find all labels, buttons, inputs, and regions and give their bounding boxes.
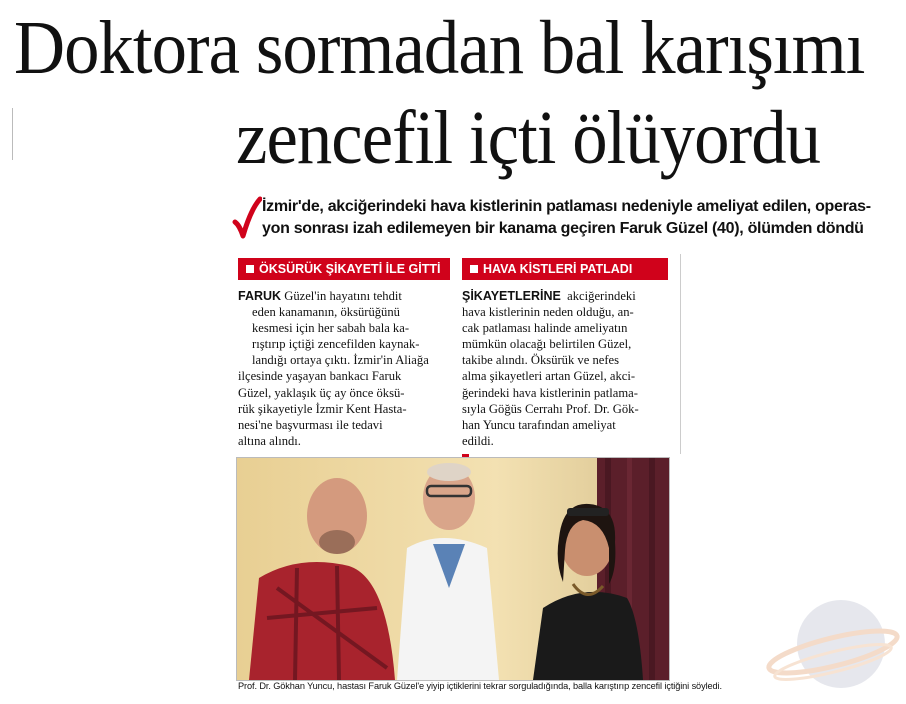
lead-line: yon sonrası izah edilemeyen bir kanama geçiren Faruk Güzel (40), ölümden döndü <box>262 220 864 237</box>
lead-line: İzmir'de, akciğerindeki hava kistlerinin patlaması nedeniyle ameliyat edilen, operas- <box>262 198 871 215</box>
column-line: mümkün olacağı belirtilen Güzel, <box>462 337 632 352</box>
column-line: sıyla Göğüs Cerrahı Prof. Dr. Gök- <box>462 401 639 416</box>
lead-paragraph <box>262 196 898 240</box>
column-line: hava kistlerinin neden olduğu, an- <box>462 305 634 320</box>
column-line: takibe alındı. Öksürük ve nefes <box>462 353 620 368</box>
section-title: ÖKSÜRÜK ŞİKAYETİ İLE GİTTİ <box>259 262 441 276</box>
section-banner-cysts <box>462 258 668 280</box>
column-line-text: edildi. <box>462 433 494 448</box>
column-line-text: Güzel'in hayatını tehdit <box>284 289 402 303</box>
photo-illustration <box>237 458 669 680</box>
column-line: eden kanamanın, öksürüğünü <box>252 305 400 320</box>
column-line <box>462 288 672 304</box>
headline-line-1: Doktora sormadan bal karışımı <box>14 6 865 90</box>
checkmark-icon <box>232 196 262 240</box>
article-photo <box>236 457 670 681</box>
column-line: altına alındı. <box>238 433 301 448</box>
square-bullet-icon <box>470 265 478 273</box>
column-line-text: akciğerindeki <box>567 289 636 303</box>
column-line: cak patlaması halinde ameliyatın <box>462 321 628 336</box>
watermark-logo <box>763 592 903 702</box>
column-line <box>238 288 450 304</box>
column-line: alma şikayetleri artan Güzel, akci- <box>462 369 636 384</box>
article-column-2 <box>462 288 672 481</box>
column-line: han Yuncu tarafından ameliyat <box>462 417 616 432</box>
column-line: landığı ortaya çıktı. İzmir'in Aliağa <box>252 353 429 368</box>
article-column-1 <box>238 288 450 449</box>
column-line: Güzel, yaklaşık üç ay önce öksü- <box>238 385 405 400</box>
column-line: ilçesinde yaşayan bankacı Faruk <box>238 369 402 384</box>
column-line: rıştırıp içtiği zencefilden kaynak- <box>252 337 420 352</box>
section-banner-cough <box>238 258 450 280</box>
headline-line-2: zencefil içti ölüyordu <box>236 96 821 180</box>
lead-word: FARUK <box>238 289 282 303</box>
margin-rule <box>12 108 13 160</box>
column-line: rük şikayetiyle İzmir Kent Hasta- <box>238 401 407 416</box>
photo-caption: Prof. Dr. Gökhan Yuncu, hastası Faruk Güzel'e yiyip içtiklerini tekrar sorguladığında, balla karıştırıp zencefil içtiğini söyledi. <box>238 681 722 691</box>
column-line: kesmesi için her sabah bala ka- <box>252 321 410 336</box>
column-rule <box>680 254 681 454</box>
column-line: nesi'ne başvurması ile tedavi <box>238 417 383 432</box>
lead-word: ŞİKAYETLERİNE <box>462 289 561 303</box>
column-line: ğerindeki hava kistlerinin patlama- <box>462 385 638 400</box>
section-title: HAVA KİSTLERİ PATLADI <box>483 262 633 276</box>
square-bullet-icon <box>246 265 254 273</box>
